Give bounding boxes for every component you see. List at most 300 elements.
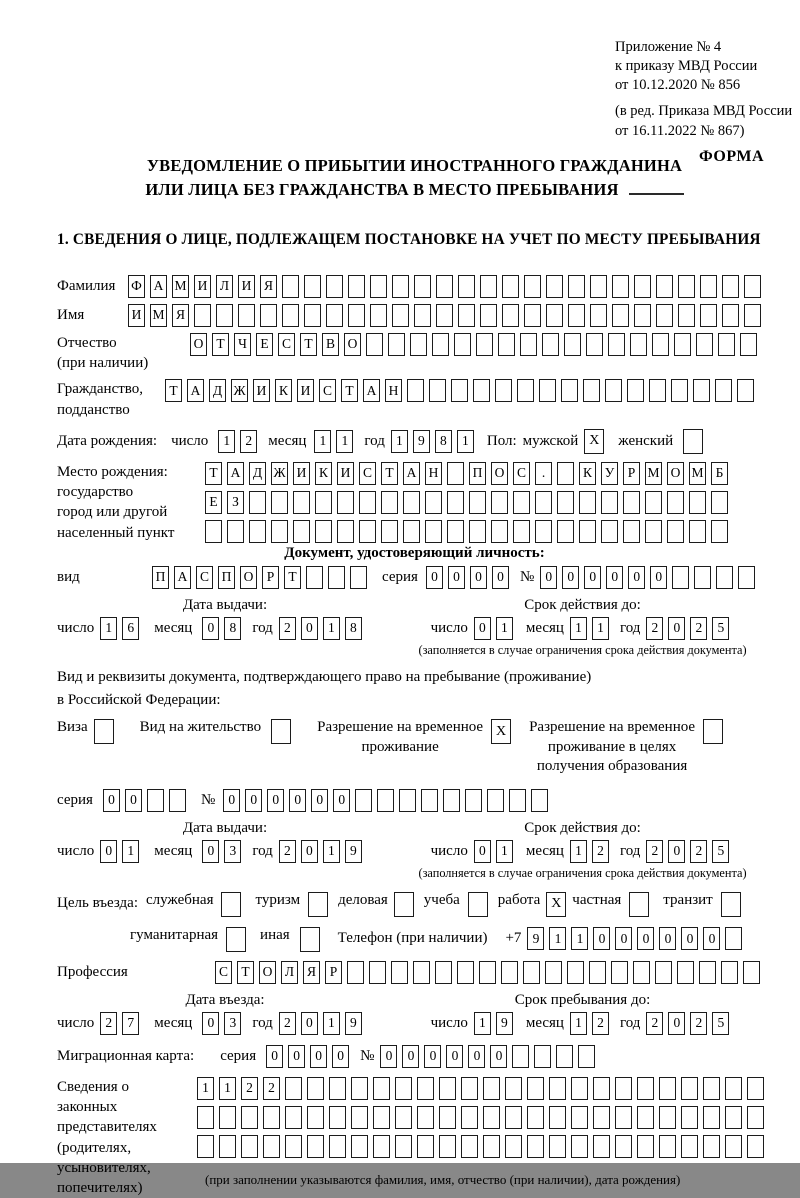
visit-purpose-label: Цель въезда:	[57, 895, 138, 912]
char-cell: Т	[381, 462, 398, 485]
char-cell	[667, 491, 684, 514]
birthdate-day-label: число	[171, 432, 209, 449]
char-cell	[417, 1077, 434, 1100]
char-cell: Р	[623, 462, 640, 485]
birthdate-year-cells	[391, 430, 479, 453]
char-cell: 0	[301, 617, 318, 640]
char-cell: А	[363, 379, 380, 402]
purpose-private-checkbox	[629, 892, 649, 917]
profession-row	[57, 961, 772, 984]
char-cell: 0	[681, 927, 698, 950]
birthplace-cells-row3	[205, 520, 733, 543]
char-cell: 5	[712, 840, 729, 863]
char-cell: 0	[424, 1045, 441, 1068]
char-cell	[285, 1106, 302, 1129]
char-cell: У	[601, 462, 618, 485]
char-cell: 1	[549, 927, 566, 950]
stay-year-cells	[646, 1012, 734, 1035]
char-cell: Я	[303, 961, 320, 984]
char-cell	[546, 304, 563, 327]
char-cell	[517, 379, 534, 402]
char-cell	[271, 520, 288, 543]
char-cell	[605, 379, 622, 402]
char-cell	[469, 491, 486, 514]
char-cell	[483, 1077, 500, 1100]
purpose-transit-label: транзит	[663, 891, 713, 908]
char-cell	[561, 379, 578, 402]
char-cell	[689, 520, 706, 543]
char-cell	[608, 333, 625, 356]
char-cell	[417, 1106, 434, 1129]
issue-day-cells	[100, 617, 144, 640]
char-cell: 2	[690, 1012, 707, 1035]
residence-permit-label: Вид на жительство	[139, 719, 262, 736]
appendix-line: Приложение № 4	[615, 39, 722, 55]
char-cell	[564, 333, 581, 356]
entry-date-heading: Дата въезда:	[185, 991, 265, 1008]
visa-option	[57, 718, 114, 744]
char-cell	[655, 961, 672, 984]
issue-month-label: месяц	[154, 619, 193, 636]
sex-female-label: женский	[618, 432, 674, 449]
char-cell: Ф	[128, 275, 145, 298]
char-cell	[304, 304, 321, 327]
char-cell	[432, 333, 449, 356]
char-cell	[656, 275, 673, 298]
char-cell	[147, 789, 164, 812]
identity-expiry-col	[393, 597, 772, 658]
char-cell	[513, 491, 530, 514]
purpose-transit-checkbox	[721, 892, 741, 917]
char-cell	[659, 1077, 676, 1100]
char-cell: 0	[628, 566, 645, 589]
char-cell	[469, 520, 486, 543]
char-cell	[601, 491, 618, 514]
char-cell	[568, 304, 585, 327]
char-cell: Т	[237, 961, 254, 984]
char-cell	[443, 789, 460, 812]
char-cell: 0	[584, 566, 601, 589]
birthdate-day-cells	[218, 430, 262, 453]
char-cell	[329, 1135, 346, 1158]
purpose-study-label: учеба	[423, 891, 460, 908]
char-cell	[395, 1077, 412, 1100]
char-cell: 2	[646, 1012, 663, 1035]
identity-series-cells	[426, 566, 514, 589]
char-cell	[531, 789, 548, 812]
char-cell	[377, 789, 394, 812]
char-cell: 0	[380, 1045, 397, 1068]
issue-month-cells	[202, 617, 246, 640]
char-cell	[461, 1077, 478, 1100]
char-cell	[308, 892, 328, 917]
residence-issue-col	[57, 820, 393, 881]
char-cell	[535, 491, 552, 514]
char-cell: 1	[219, 1077, 236, 1100]
char-cell	[649, 379, 666, 402]
char-cell	[681, 1077, 698, 1100]
birthdate-year-label: год	[364, 432, 385, 449]
visa-label: Виза	[57, 719, 88, 736]
firstname-row	[57, 304, 772, 327]
char-cell: О	[240, 566, 257, 589]
char-cell: 0	[223, 789, 240, 812]
char-cell	[414, 275, 431, 298]
char-cell	[304, 275, 321, 298]
char-cell	[260, 304, 277, 327]
char-cell	[306, 566, 323, 589]
char-cell	[725, 927, 742, 950]
char-cell	[326, 304, 343, 327]
char-cell	[527, 1106, 544, 1129]
char-cell: 0	[301, 1012, 318, 1035]
purpose-work-checkbox	[546, 892, 566, 917]
residence-issue-day-label: число	[57, 842, 95, 859]
char-cell	[501, 961, 518, 984]
identity-issue-col	[57, 597, 393, 658]
char-cell: 1	[474, 1012, 491, 1035]
residence-issue-month-cells	[202, 840, 246, 863]
char-cell	[458, 275, 475, 298]
char-cell	[293, 520, 310, 543]
char-cell	[696, 333, 713, 356]
temp-permit-checkbox	[491, 719, 511, 744]
char-cell	[634, 275, 651, 298]
char-cell: В	[322, 333, 339, 356]
char-cell: 1	[218, 430, 235, 453]
char-cell: 9	[527, 927, 544, 950]
char-cell	[439, 1106, 456, 1129]
char-cell	[436, 304, 453, 327]
char-cell	[479, 961, 496, 984]
char-cell	[502, 304, 519, 327]
char-cell: 1	[571, 927, 588, 950]
char-cell	[451, 379, 468, 402]
visa-checkbox	[94, 719, 114, 744]
char-cell	[473, 379, 490, 402]
char-cell	[747, 1135, 764, 1158]
char-cell	[447, 462, 464, 485]
expiry-month-label: месяц	[525, 619, 564, 636]
migration-card-row	[57, 1045, 772, 1068]
purpose-official-label: служебная	[145, 891, 214, 908]
char-cell	[549, 1077, 566, 1100]
char-cell	[219, 1135, 236, 1158]
char-cell	[656, 304, 673, 327]
char-cell	[612, 304, 629, 327]
char-cell	[744, 304, 761, 327]
char-cell	[539, 379, 556, 402]
char-cell: Л	[281, 961, 298, 984]
char-cell: 0	[288, 1045, 305, 1068]
surname-label: Фамилия	[57, 277, 116, 294]
char-cell	[388, 333, 405, 356]
char-cell: 2	[646, 617, 663, 640]
entry-year-label: год	[252, 1014, 273, 1031]
char-cell: 1	[336, 430, 353, 453]
char-cell	[681, 1106, 698, 1129]
char-cell	[512, 1045, 529, 1068]
legal-reps-note: (при заполнении указываются фамилия, имя, отчество (при наличии), дата рождения)	[205, 1171, 681, 1187]
purpose-study-checkbox	[468, 892, 488, 917]
expiry-year-label: год	[619, 619, 641, 636]
char-cell	[197, 1106, 214, 1129]
char-cell	[659, 1106, 676, 1129]
surname-cells	[128, 275, 766, 298]
char-cell: Т	[341, 379, 358, 402]
purpose-business-checkbox	[394, 892, 414, 917]
identity-kind-label: вид	[57, 568, 80, 585]
char-cell	[392, 275, 409, 298]
char-cell: 2	[279, 1012, 296, 1035]
entry-dates-section	[57, 992, 772, 1035]
form-title-line2: ИЛИ ЛИЦА БЕЗ ГРАЖДАНСТВА В МЕСТО ПРЕБЫВАНИЯ	[57, 178, 772, 202]
char-cell	[465, 789, 482, 812]
residence-permit-option	[140, 718, 291, 744]
char-cell	[549, 1106, 566, 1129]
char-cell	[699, 961, 716, 984]
char-cell: Т	[284, 566, 301, 589]
residence-issue-month-label: месяц	[154, 842, 193, 859]
char-cell: Е	[256, 333, 273, 356]
char-cell: И	[253, 379, 270, 402]
char-cell: 1	[122, 840, 139, 863]
char-cell	[678, 304, 695, 327]
patronymic-cells	[190, 333, 762, 356]
char-cell: 8	[435, 430, 452, 453]
visit-purpose-row2	[130, 926, 772, 952]
char-cell	[578, 1045, 595, 1068]
residence-number-cells	[223, 789, 553, 812]
char-cell: С	[319, 379, 336, 402]
char-cell	[725, 1077, 742, 1100]
char-cell	[744, 275, 761, 298]
char-cell: 0	[470, 566, 487, 589]
char-cell	[725, 1106, 742, 1129]
char-cell: 1	[323, 617, 340, 640]
char-cell	[524, 275, 541, 298]
char-cell	[623, 491, 640, 514]
char-cell: 1	[323, 1012, 340, 1035]
char-cell	[571, 1106, 588, 1129]
char-cell	[458, 304, 475, 327]
char-cell	[612, 275, 629, 298]
char-cell: 0	[703, 927, 720, 950]
char-cell: К	[315, 462, 332, 485]
form-title-line1: УВЕДОМЛЕНИЕ О ПРИБЫТИИ ИНОСТРАННОГО ГРАЖДАНИНА	[146, 156, 683, 175]
purpose-tourism-label: туризм	[255, 891, 301, 908]
char-cell: .	[535, 462, 552, 485]
entry-day-cells	[100, 1012, 144, 1035]
char-cell	[700, 275, 717, 298]
char-cell: 0	[402, 1045, 419, 1068]
char-cell: С	[513, 462, 530, 485]
char-cell: 0	[448, 566, 465, 589]
char-cell: 8	[345, 617, 362, 640]
sex-female-checkbox	[683, 429, 703, 454]
char-cell: Т	[212, 333, 229, 356]
char-cell	[683, 429, 703, 454]
purpose-humanitarian-label: гуманитарная	[130, 926, 219, 943]
char-cell: А	[403, 462, 420, 485]
identity-kind-cells	[152, 566, 372, 589]
char-cell	[571, 1077, 588, 1100]
char-cell: 1	[592, 617, 609, 640]
char-cell	[711, 491, 728, 514]
citizenship-cells	[165, 379, 759, 402]
char-cell	[527, 1077, 544, 1100]
char-cell	[347, 961, 364, 984]
char-cell: П	[218, 566, 235, 589]
char-cell: 2	[279, 840, 296, 863]
purpose-other-checkbox	[300, 927, 320, 952]
char-cell	[403, 520, 420, 543]
char-cell: З	[227, 491, 244, 514]
char-cell	[468, 892, 488, 917]
char-cell: 5	[712, 1012, 729, 1035]
regulation-reference	[615, 38, 792, 141]
stay-year-label: год	[619, 1014, 641, 1031]
char-cell	[425, 491, 442, 514]
char-cell: 0	[245, 789, 262, 812]
appendix-line: к приказу МВД России	[615, 58, 758, 75]
edition-line: от 16.11.2022 № 867)	[615, 122, 745, 139]
char-cell: X	[491, 719, 511, 744]
surname-row	[57, 275, 772, 298]
char-cell	[370, 275, 387, 298]
char-cell	[329, 1106, 346, 1129]
char-cell	[366, 333, 383, 356]
char-cell: 5	[712, 617, 729, 640]
char-cell	[370, 304, 387, 327]
birthplace-cells-block	[205, 462, 733, 543]
char-cell: 0	[267, 789, 284, 812]
migration-series-cells	[266, 1045, 354, 1068]
char-cell	[410, 333, 427, 356]
char-cell	[716, 566, 733, 589]
birthplace-label: Место рождения: государство город или другой населенный пункт	[57, 463, 175, 541]
char-cell	[216, 304, 233, 327]
char-cell: А	[227, 462, 244, 485]
char-cell	[571, 1135, 588, 1158]
char-cell	[534, 1045, 551, 1068]
char-cell: 2	[240, 430, 257, 453]
issue-day-label: число	[57, 619, 95, 636]
char-cell	[435, 961, 452, 984]
char-cell	[711, 520, 728, 543]
char-cell	[693, 379, 710, 402]
char-cell	[359, 491, 376, 514]
identity-doc-row	[57, 566, 772, 589]
char-cell	[721, 892, 741, 917]
edition-line: (в ред. Приказа МВД России	[615, 103, 793, 120]
char-cell	[611, 961, 628, 984]
migration-card-label: Миграционная карта:	[57, 1047, 195, 1064]
char-cell	[545, 961, 562, 984]
char-cell: Б	[711, 462, 728, 485]
char-cell: 1	[496, 840, 513, 863]
forma-label: ФОРМА	[698, 148, 764, 165]
char-cell: О	[190, 333, 207, 356]
char-cell	[694, 566, 711, 589]
char-cell	[546, 275, 563, 298]
citizenship-row	[57, 379, 772, 420]
char-cell: Я	[260, 275, 277, 298]
char-cell	[369, 961, 386, 984]
char-cell	[678, 275, 695, 298]
char-cell	[337, 491, 354, 514]
char-cell: Т	[300, 333, 317, 356]
char-cell: 3	[224, 1012, 241, 1035]
char-cell: 6	[122, 617, 139, 640]
char-cell	[238, 304, 255, 327]
char-cell: Д	[209, 379, 226, 402]
char-cell: 0	[606, 566, 623, 589]
char-cell	[307, 1077, 324, 1100]
issue-year-label: год	[252, 619, 273, 636]
char-cell	[721, 961, 738, 984]
char-cell	[271, 491, 288, 514]
char-cell	[476, 333, 493, 356]
char-cell	[219, 1106, 236, 1129]
char-cell	[221, 892, 241, 917]
char-cell	[439, 1135, 456, 1158]
char-cell	[421, 789, 438, 812]
char-cell: X	[584, 429, 604, 454]
char-cell	[681, 1135, 698, 1158]
char-cell: И	[128, 304, 145, 327]
appendix-line: от 10.12.2020 № 856	[615, 77, 741, 94]
char-cell	[425, 520, 442, 543]
char-cell: 0	[301, 840, 318, 863]
char-cell: 1	[314, 430, 331, 453]
entry-month-cells	[202, 1012, 246, 1035]
edu-permit-label: Разрешение на временное проживание в целях получения образования	[529, 719, 696, 775]
char-cell: 0	[637, 927, 654, 950]
char-cell: 7	[122, 1012, 139, 1035]
char-cell: Д	[249, 462, 266, 485]
issue-year-cells	[279, 617, 367, 640]
char-cell	[394, 892, 414, 917]
legal-reps-cells-block	[197, 1077, 769, 1188]
residence-series-row	[57, 789, 772, 812]
char-cell: 0	[659, 927, 676, 950]
char-cell: 1	[570, 840, 587, 863]
char-cell	[205, 520, 222, 543]
char-cell	[505, 1106, 522, 1129]
char-cell	[241, 1135, 258, 1158]
residence-issue-day-cells	[100, 840, 144, 863]
char-cell: 2	[241, 1077, 258, 1100]
identity-issue-heading: Дата выдачи:	[182, 596, 268, 613]
char-cell	[747, 1106, 764, 1129]
char-cell	[249, 491, 266, 514]
char-cell	[483, 1106, 500, 1129]
char-cell	[391, 961, 408, 984]
char-cell	[703, 1077, 720, 1100]
char-cell	[429, 379, 446, 402]
char-cell: Н	[425, 462, 442, 485]
purpose-business-label: деловая	[338, 891, 388, 908]
char-cell: 0	[615, 927, 632, 950]
char-cell	[509, 789, 526, 812]
char-cell	[722, 304, 739, 327]
residence-expiry-month-label: месяц	[525, 842, 564, 859]
char-cell	[271, 719, 291, 744]
char-cell	[307, 1106, 324, 1129]
char-cell: 2	[263, 1077, 280, 1100]
migration-number-cells	[380, 1045, 600, 1068]
